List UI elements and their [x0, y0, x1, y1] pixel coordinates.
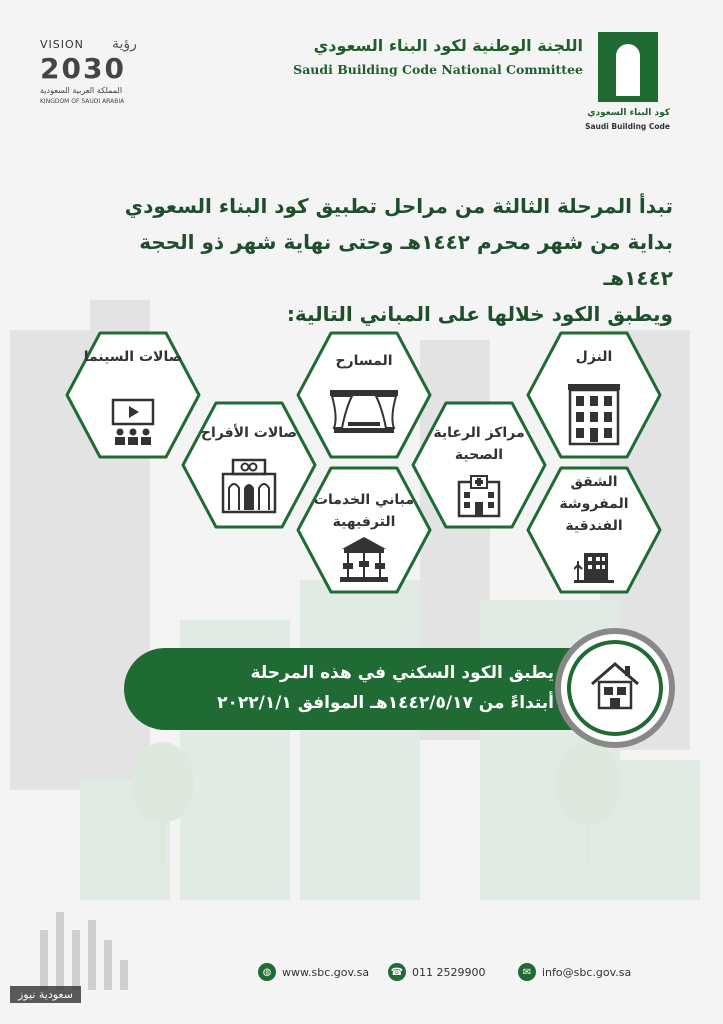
- logo-arch-icon: [616, 44, 640, 96]
- phone-text[interactable]: 011 2529900: [412, 965, 486, 979]
- logo-text-en: Saudi Building Code: [585, 122, 670, 131]
- phone-icon: ☎: [388, 963, 406, 981]
- logo-text-ar: كود البناء السعودي: [587, 108, 670, 118]
- banner-line-1: يطبق الكود السكني في هذه المرحلة: [250, 663, 554, 683]
- vision-title-ar: رؤية: [112, 36, 137, 52]
- hex-entertainment: [295, 465, 433, 595]
- hotel-icon: [564, 382, 624, 446]
- health-center-icon: [456, 474, 502, 518]
- hex-label: المسارح: [335, 353, 393, 369]
- intro-line-1: تبدأ المرحلة الثالثة من مراحل تطبيق كود البناء السعودي: [124, 194, 673, 218]
- house-icon: [589, 660, 641, 712]
- website-text[interactable]: www.sbc.gov.sa: [282, 965, 370, 979]
- cinema-icon: [110, 398, 156, 446]
- footer-phone[interactable]: [388, 962, 485, 982]
- footer-website[interactable]: [258, 962, 369, 982]
- banner-text: [217, 658, 554, 718]
- footer-email[interactable]: [518, 962, 631, 982]
- wedding-hall-icon: [219, 458, 279, 514]
- intro-line-2: بداية من شهر محرم ١٤٤٢هـ وحتى نهاية شهر ذو الحجة ١٤٤٢هـ: [139, 230, 673, 290]
- vision-kingdom-en: KINGDOM OF SAUDI ARABIA: [40, 98, 125, 105]
- vision-year: 2030: [40, 52, 126, 85]
- hex-label: مباني الخدمات الترفيهية: [313, 492, 415, 530]
- hex-apartments: [525, 465, 663, 595]
- hex-label: صالات الأفراح: [200, 425, 298, 441]
- vision-kingdom-ar: المملكة العربية السعودية: [40, 86, 123, 95]
- sbc-logo: [585, 32, 670, 132]
- hex-label: مراكز الرعاية الصحية: [433, 425, 525, 463]
- hex-label: صالات السينما: [83, 349, 183, 365]
- committee-name-en: Saudi Building Code National Committee: [293, 62, 583, 77]
- banner-line-2: أبتداءً من ١٤٤٢/٥/١٧هـ الموافق ٢٠٢٢/١/١: [217, 693, 554, 713]
- apartments-icon: [574, 551, 614, 583]
- hex-label: الشقق المفروشة الفندقية: [559, 474, 629, 534]
- watermark: سعودية نيوز: [10, 986, 81, 1003]
- house-badge: [555, 628, 675, 748]
- carousel-icon: [338, 535, 390, 585]
- vision-2030-logo: [40, 38, 160, 108]
- vision-title-en: VISION: [40, 38, 84, 51]
- intro-text: [73, 188, 673, 332]
- intro-line-3: ويطبق الكود خلالها على المباني التالية:: [286, 302, 673, 326]
- hex-label: النزل: [575, 349, 613, 365]
- email-icon: ✉: [518, 963, 536, 981]
- theater-icon: [328, 388, 400, 434]
- email-text[interactable]: info@sbc.gov.sa: [542, 965, 632, 979]
- globe-icon: ◍: [258, 963, 276, 981]
- committee-name-ar: اللجنة الوطنية لكود البناء السعودي: [313, 36, 583, 55]
